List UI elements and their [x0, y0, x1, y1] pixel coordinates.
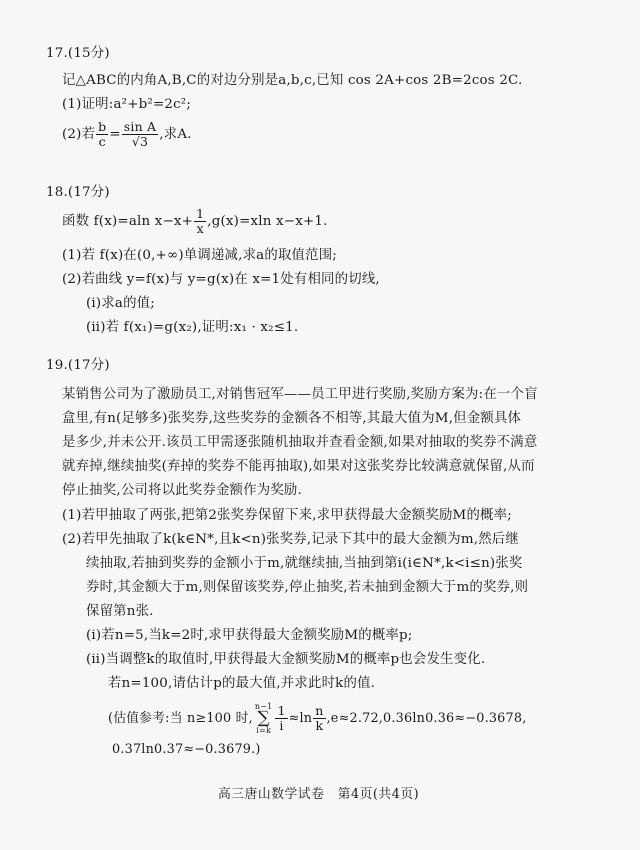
q18-stem [62, 205, 328, 239]
q19-heading: 19.(17分) [46, 358, 110, 373]
q19-frac2-denominator: k [315, 718, 324, 733]
q19-part2-ii: (ⅱ)当调整k的取值时,甲获得最大金额奖励M的概率p也会发生变化. [86, 652, 486, 667]
q19-stem-line4: 就弃掉,继续抽奖(弃掉的奖券不能再抽取),如果对这张奖券比较满意就保留,从而 [62, 459, 535, 474]
q19-ref-approx-ln: ≈ln [288, 711, 313, 726]
q17-fraction-sinA-over-root3 [122, 120, 158, 149]
q19-frac2-numerator: n [315, 703, 324, 718]
q19-ref-suffix: ,e≈2.72,0.36ln0.36≈−0.3678, [326, 711, 527, 726]
q19-stem-line5: 停止抽奖,公司将以此奖券金额作为奖励. [62, 483, 302, 498]
q19-part2-line1: (2)若甲先抽取了k(k∈N*,且k<n)张奖券,记录下其中的最大金额为m,然后继 [62, 532, 519, 547]
q19-reference-line2: 0.37ln0.37≈−0.3679.) [112, 742, 261, 757]
q17-stem: 记△ABC的内角A,B,C的对边分别是a,b,c,已知 cos 2A+cos 2B=2cos 2C. [62, 73, 523, 88]
q18-stem-suffix: ,g(x)=xln x−x+1. [207, 214, 328, 229]
q18-part1: (1)若 f(x)在(0,+∞)单调递减,求a的取值范围; [62, 248, 338, 263]
q19-part2-i: (ⅰ)若n=5,当k=2时,求甲获得最大金额奖励M的概率p; [86, 628, 413, 643]
q19-part2-line2: 续抽取,若抽到奖券的金额小于m,就继续抽,当抽到第i(i∈N*,k<i≤n)张奖 [86, 556, 523, 571]
q18-heading: 18.(17分) [46, 185, 110, 200]
q19-sum-sigma: ∑ [257, 708, 270, 728]
q17-fraction-b-over-c [96, 120, 108, 149]
q19-stem-line1: 某销售公司为了激励员工,对销售冠军——员工甲进行奖励,奖励方案为:在一个盲 [62, 387, 538, 402]
q19-reference [108, 699, 526, 739]
q17-frac2-numerator: sin A [123, 119, 157, 134]
q17-part2-suffix: ,求A. [159, 127, 192, 142]
q18-frac-numerator: 1 [196, 206, 205, 221]
q17-frac-denominator: c [98, 134, 106, 149]
q19-summation [255, 702, 273, 735]
page-footer: 高三唐山数学试卷 第4页(共4页) [218, 787, 420, 802]
q19-part2-iii: 若n=100,请估计p的最大值,并求此时k的值. [108, 676, 376, 691]
q18-stem-prefix: 函数 f(x)=aln x−x+ [62, 214, 194, 229]
q17-part2-prefix: (2)若 [62, 127, 96, 142]
q18-part2-i: (ⅰ)求a的值; [86, 296, 155, 311]
q17-frac2-denominator: √3 [131, 134, 149, 149]
q19-stem-line3: 是多少,并未公开.该员工甲需逐张随机抽取并查看金额,如果对抽取的奖券不满意 [62, 435, 538, 450]
q18-part2: (2)若曲线 y=f(x)与 y=g(x)在 x=1处有相同的切线, [62, 272, 380, 287]
q18-frac-denominator: x [196, 221, 204, 236]
q19-fraction-n-over-k [313, 704, 325, 733]
q19-part2-line3: 券时,其金额大于m,则保留该奖券,停止抽奖,若未抽到金额大于m的奖券,则 [86, 580, 529, 595]
q19-sum-lower: i=k [256, 726, 272, 735]
q19-part2-line4: 保留第n张. [86, 604, 154, 619]
q19-ref-prefix: (估值参考:当 n≥100 时, [108, 711, 253, 726]
q19-part1: (1)若甲抽取了两张,把第2张奖券保留下来,求甲获得最大金额奖励M的概率; [62, 508, 512, 523]
q17-part1: (1)证明:a²+b²=2c²; [62, 97, 192, 112]
q17-heading: 17.(15分) [46, 46, 110, 61]
q19-frac-denominator: i [279, 718, 284, 733]
q19-fraction-1-over-i [275, 704, 287, 733]
q18-part2-ii: (ⅱ)若 f(x₁)=g(x₂),证明:x₁ · x₂≤1. [86, 320, 299, 335]
q19-stem-line2: 盒里,有n(足够多)张奖券,这些奖券的金额各不相等,其最大值为M,但金额具体 [62, 411, 522, 426]
q18-fraction-1-over-x [194, 207, 206, 236]
q17-frac-numerator: b [98, 119, 107, 134]
q17-part2 [62, 118, 192, 152]
q19-sum-upper: n−1 [254, 702, 273, 711]
q17-equals: = [109, 127, 121, 142]
q19-frac-numerator: 1 [277, 703, 286, 718]
